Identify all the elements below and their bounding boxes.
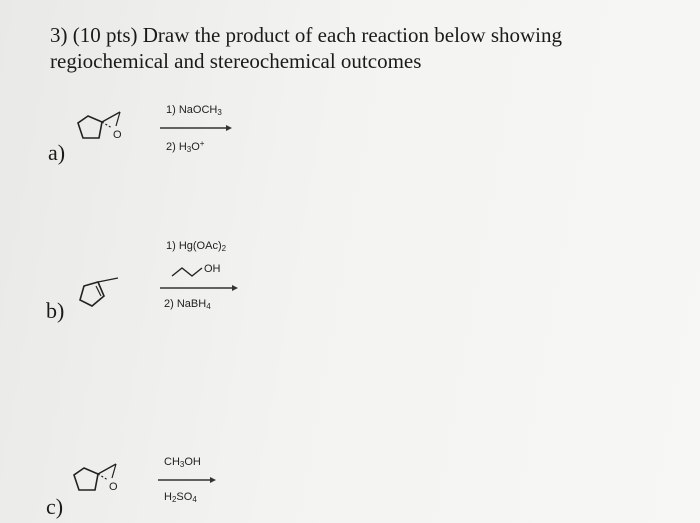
part-a-epoxide-oxygen: O [113, 129, 122, 141]
part-c-reaction-arrow [158, 476, 216, 484]
part-c-epoxide-oxygen: O [109, 481, 118, 493]
part-a-reagent-bottom: 2) $H_3O^+$ [166, 139, 205, 154]
part-b-alcohol-oh: OH [204, 263, 221, 275]
part-b-reaction-arrow [160, 284, 240, 292]
part-b-alcohol-structure [172, 260, 242, 282]
part-a-reagent-top: 1) NaOCH$_3$ [166, 104, 222, 117]
part-b-label: b) [46, 298, 65, 323]
part-a-epoxide-structure [72, 106, 142, 146]
question-heading [50, 22, 562, 74]
part-b-reagent-top: 1) $Hg(OAc)_2$ [166, 240, 227, 253]
part-b-alkene-structure [72, 276, 132, 312]
part-b-reagent-bottom: 2) NaBH$_4$ [164, 298, 211, 311]
question-line-1: 3) (10 pts) Draw the product of each reaction below showing [50, 23, 563, 47]
part-c-reagent-bottom: $H_2SO_4$ [164, 491, 197, 504]
part-c-epoxide-structure [70, 458, 140, 498]
part-a-reaction-arrow [160, 124, 232, 132]
part-a-label: a) [48, 140, 66, 165]
part-c-reagent-top: $CH_3OH$ [164, 456, 201, 469]
part-c-label: c) [46, 494, 64, 519]
question-line-2: regiochemical and stereochemical outcomes [50, 49, 422, 73]
